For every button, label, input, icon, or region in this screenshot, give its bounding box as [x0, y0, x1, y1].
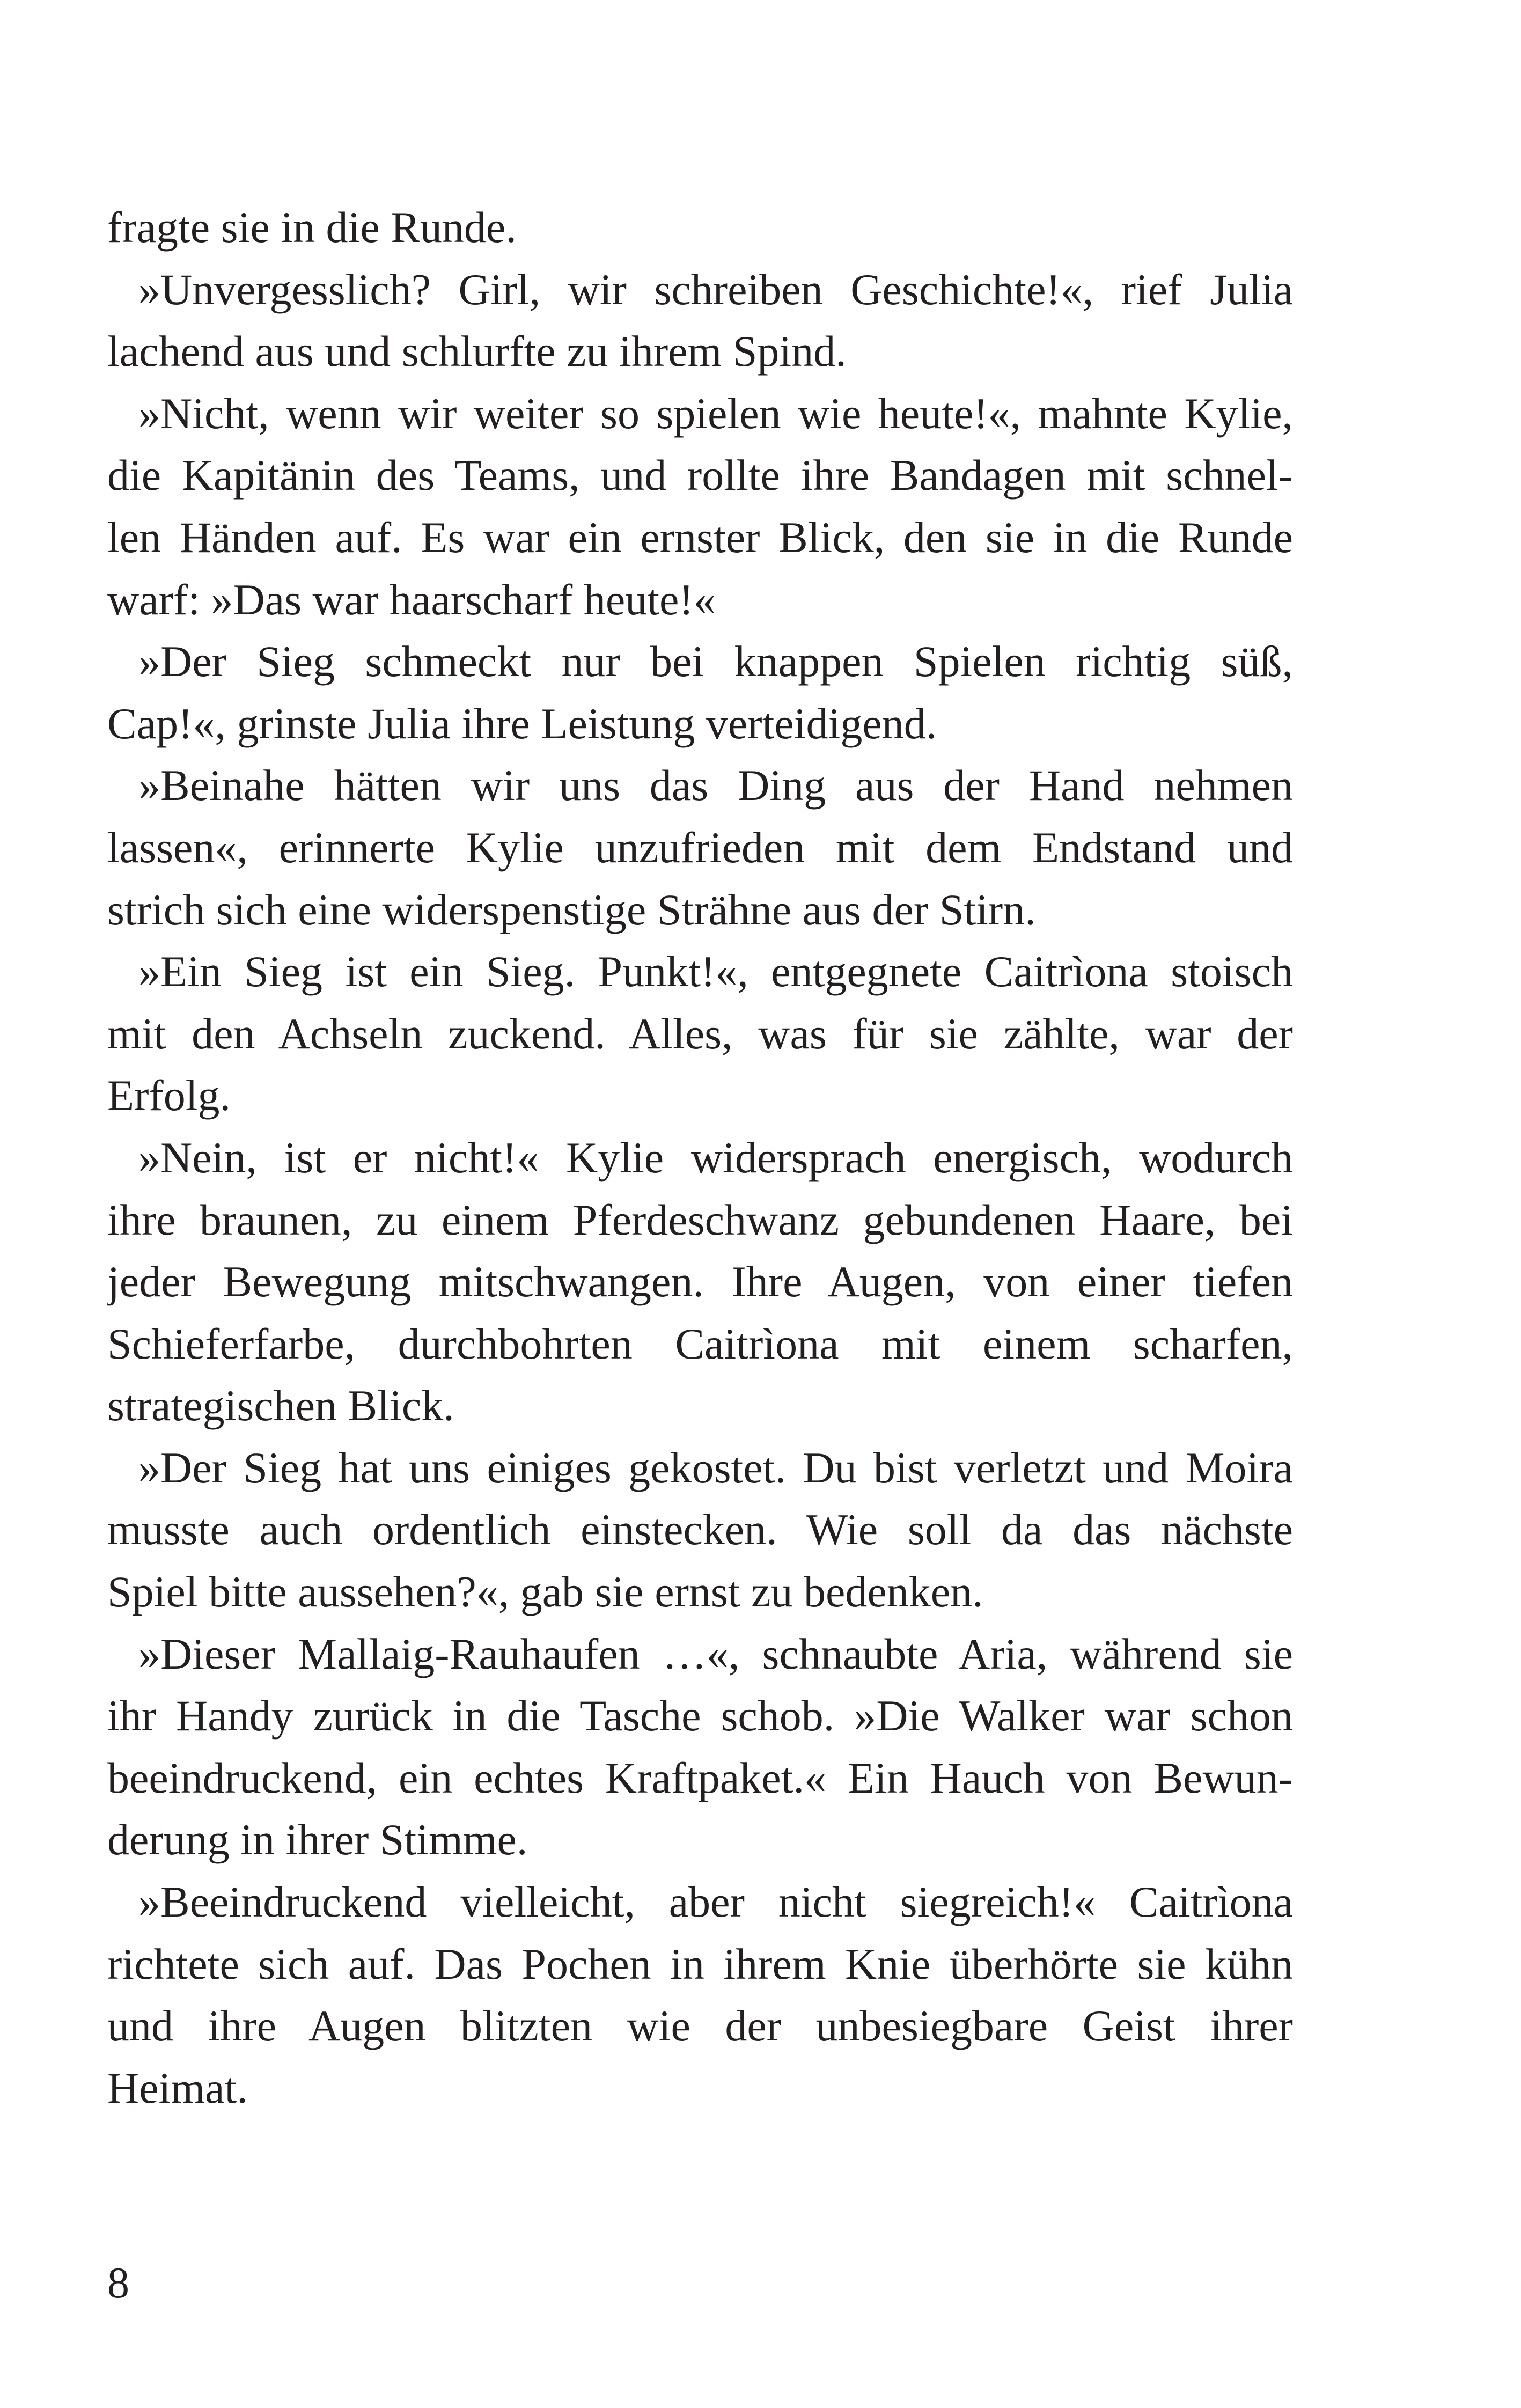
text-line: »Nicht, wenn wir weiter so spielen wie heute!«, mahnte Kylie,: [138, 388, 1293, 438]
text-line: »Beinahe hätten wir uns das Ding aus der Hand nehmen: [138, 761, 1293, 810]
text-line: fragte sie in die Runde.: [107, 203, 517, 252]
page-number: 8: [107, 2258, 129, 2307]
body-text: [107, 196, 1293, 2119]
text-line: strich sich eine widerspenstige Strähne aus der Stirn.: [107, 885, 1036, 934]
text-line: Cap!«, grinste Julia ihre Leistung verteidigend.: [107, 699, 937, 748]
text-line: »Der Sieg schmeckt nur bei knappen Spielen richtig süß,: [138, 637, 1293, 686]
text-line: Schieferfarbe, durchbohrten Caitrìona mit einem scharfen,: [107, 1319, 1293, 1368]
text-line: und ihre Augen blitzten wie der unbesiegbare Geist ihrer: [107, 2001, 1293, 2051]
text-line: ihr Handy zurück in die Tasche schob. »Die Walker war schon: [107, 1691, 1293, 1741]
text-line: Heimat.: [107, 2063, 248, 2112]
text-line: »Ein Sieg ist ein Sieg. Punkt!«, entgegnete Caitrìona stoisch: [138, 947, 1293, 996]
text-line: musste auch ordentlich einstecken. Wie soll da das nächste: [107, 1505, 1293, 1554]
text-line: die Kapitänin des Teams, und rollte ihre Bandagen mit schnel-: [107, 451, 1293, 500]
text-line: derung in ihrer Stimme.: [107, 1815, 528, 1864]
text-line: »Beeindruckend vielleicht, aber nicht siegreich!« Caitrìona: [138, 1877, 1293, 1927]
text-line: strategischen Blick.: [107, 1381, 454, 1430]
text-line: »Nein, ist er nicht!« Kylie widersprach energisch, wodurch: [138, 1133, 1293, 1182]
text-line: jeder Bewegung mitschwangen. Ihre Augen, von einer tiefen: [107, 1257, 1293, 1306]
text-line: »Der Sieg hat uns einiges gekostet. Du bist verletzt und Moira: [138, 1443, 1293, 1492]
text-line: »Dieser Mallaig-Rauhaufen …«, schnaubte Aria, während sie: [138, 1629, 1293, 1678]
text-line: len Händen auf. Es war ein ernster Blick, den sie in die Runde: [107, 512, 1293, 562]
text-line: lachend aus und schlurfte zu ihrem Spind.: [107, 327, 847, 376]
text-line: ihre braunen, zu einem Pferdeschwanz gebundenen Haare, bei: [107, 1195, 1293, 1244]
text-line: richtete sich auf. Das Pochen in ihrem Knie überhörte sie kühn: [107, 1939, 1293, 1988]
text-line: warf: »Das war haarscharf heute!«: [107, 575, 716, 624]
text-line: Spiel bitte aussehen?«, gab sie ernst zu bedenken.: [107, 1567, 983, 1617]
text-line: Erfolg.: [107, 1071, 231, 1120]
text-line: lassen«, erinnerte Kylie unzufrieden mit dem Endstand und: [107, 823, 1293, 872]
text-line: »Unvergesslich? Girl, wir schreiben Geschichte!«, rief Julia: [138, 265, 1293, 314]
text-line: mit den Achseln zuckend. Alles, was für sie zählte, war der: [107, 1009, 1293, 1058]
text-line: beeindruckend, ein echtes Kraftpaket.« Ein Hauch von Bewun-: [107, 1753, 1293, 1802]
